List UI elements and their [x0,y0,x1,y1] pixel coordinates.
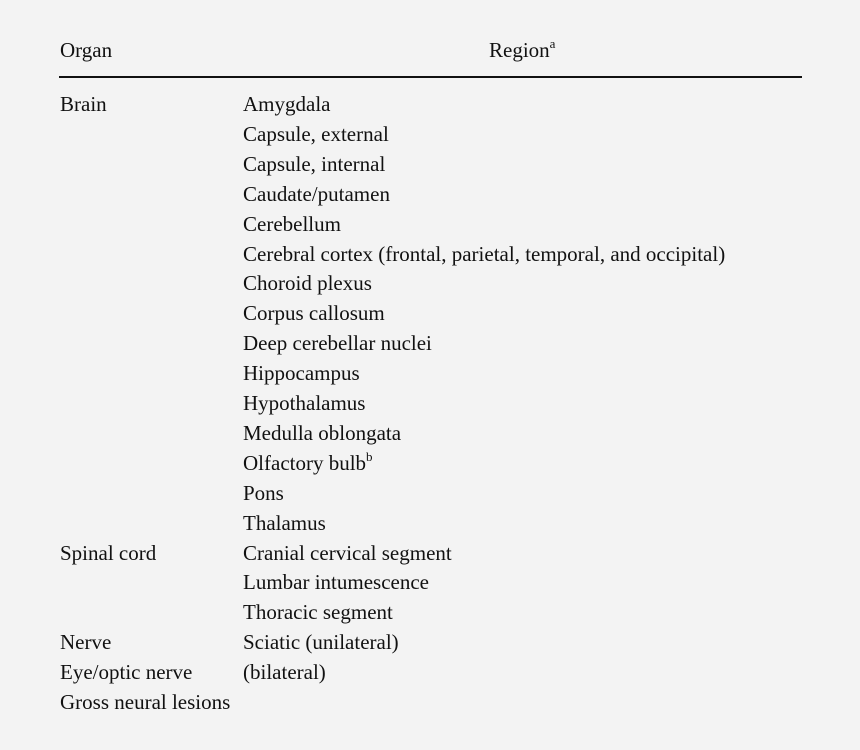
region-cell [243,358,360,388]
region-cell [243,627,399,657]
footnote-marker-a: a [549,36,556,51]
region-cell [243,328,432,358]
column-header-organ: Organ [60,38,113,62]
region-cell [243,418,401,448]
table-row [0,149,860,179]
header-rule [59,76,802,78]
region-text: Capsule, internal [243,151,386,176]
organ-cell: Brain [60,92,107,116]
table-row [0,358,860,388]
region-cell [243,657,326,687]
region-text: Choroid plexus [243,271,372,296]
region-text: Olfactory bulb [243,450,367,475]
organ-cell: Eye/optic nerve [60,660,193,685]
region-cell [243,119,389,149]
table-row [0,448,860,478]
table-row [0,179,860,209]
region-text: Cerebral cortex (frontal, parietal, temporal, and occipital) [243,241,726,266]
region-text: (bilateral) [243,660,326,685]
table-row [0,268,860,298]
region-cell [243,268,372,298]
region-cell [243,149,385,179]
table-row [0,538,860,568]
table-row [0,388,860,418]
region-text: Caudate/putamen [243,181,390,206]
table-row [0,478,860,508]
region-text: Hypothalamus [243,391,366,415]
table-row [0,508,860,538]
organ-cell: Nerve [60,630,112,655]
region-cell [243,508,326,538]
region-cell [243,478,284,508]
region-text: Thalamus [243,510,326,535]
table-row [0,209,860,239]
table-row [0,687,860,717]
region-text: Capsule, external [243,121,389,146]
region-cell [243,298,385,328]
region-text: Deep cerebellar nuclei [243,331,432,356]
region-text: Amygdala [243,92,331,116]
region-text: Hippocampus [243,361,360,386]
organ-cell: Gross neural lesions [60,690,231,714]
region-text: Sciatic (unilateral) [243,630,399,655]
region-text: Thoracic segment [243,600,393,625]
region-cell [243,239,725,269]
region-text: Pons [243,480,284,505]
region-cell [243,448,373,478]
region-cell [243,209,341,239]
region-text: Cerebellum [243,211,341,236]
table-row [0,119,860,149]
table-row [0,89,860,119]
table-row [0,328,860,358]
region-cell [243,538,452,568]
region-text: Cranial cervical segment [243,540,452,565]
column-header-region-label: Region [489,38,550,62]
table-row [0,418,860,448]
region-cell [243,597,393,627]
table-row [0,239,860,269]
region-cell [243,89,330,119]
region-text: Lumbar intumescence [243,570,430,595]
organ-cell: Spinal cord [60,540,157,565]
table-row [0,657,860,687]
table-row [0,597,860,627]
region-text: Medulla oblongata [243,420,402,445]
footnote-marker-b: b [366,448,373,464]
region-cell [243,179,390,209]
table-row [0,298,860,328]
region-cell [243,567,429,597]
column-header-region [489,36,555,64]
table-row [0,567,860,597]
table-row [0,627,860,657]
region-cell [243,388,365,418]
region-text: Corpus callosum [243,301,385,326]
